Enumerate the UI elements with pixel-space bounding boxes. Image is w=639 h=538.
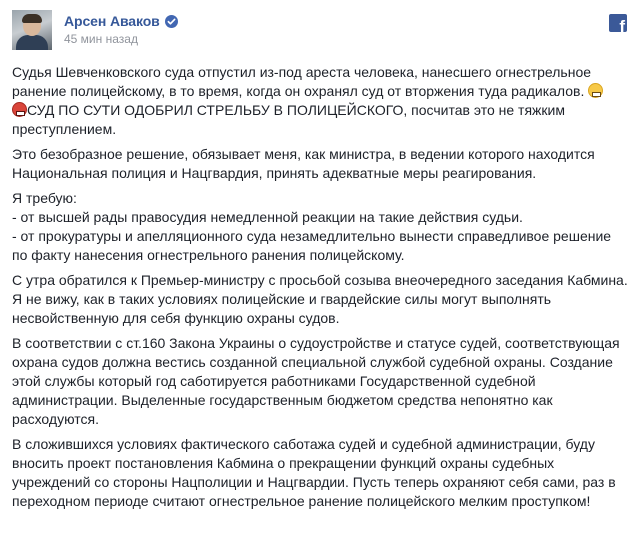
author-avatar[interactable] — [12, 10, 52, 50]
post-paragraph-5: В соответствии с ст.160 Закона Украины о судоустройстве и статусе судей, соответствующая охрана судов должна вестись созданной специальной службой судебной охраны. Создание этой службы который год саботируется работниками Государственной судебной администрации. Выделенные государственным бюджетом средства непонятно как расходуются. — [12, 335, 620, 427]
post-timestamp-link[interactable]: 45 мин назад — [64, 32, 138, 46]
paragraph-text: СУД ПО СУТИ ОДОБРИЛ СТРЕЛЬБУ В ПОЛИЦЕЙСКОГО, посчитав это не тяжким преступлением. — [12, 102, 565, 137]
post-paragraph-1 — [12, 63, 630, 139]
author-name-row — [64, 12, 178, 30]
post-paragraph-2: Это безобразное решение, обязывает меня, как министра, в ведении которого находится Национальная полиция и Нацгвардия, принять адекватные меры реагирования. — [12, 146, 595, 181]
author-name-link[interactable]: Арсен Аваков — [64, 13, 160, 29]
post-header — [12, 10, 627, 50]
angry-face-emoji-icon — [12, 102, 27, 117]
grimacing-face-emoji-icon — [588, 83, 603, 98]
post-paragraph-4: С утра обратился к Премьер-министру с просьбой созыва внеочередного заседания Кабмина. Я не вижу, как в таких условиях полицейские и гвардейские силы могут выполнять несвойственную для себя функцию охраны судов. — [12, 272, 628, 326]
paragraph-text: Судья Шевченковского суда отпустил из-под ареста человека, нанесшего огнестрельное ранение полицейскому, в то время, когда он охранял суд от вторжения туда радикалов. — [12, 64, 592, 99]
post-paragraph-6: В сложившихся условиях фактического саботажа судей и судебной администрации, буду вносить проект постановления Кабмина о прекращении функций охраны судебных учреждений со стороны Нацполиции и Нацгвардии. Пусть теперь охраняют себя сами, раз в переходном периоде считают огнестрельное ранение полицейского мелким проступком! — [12, 436, 616, 509]
post-body — [12, 63, 630, 517]
verified-badge-icon — [165, 15, 178, 28]
post-paragraph-3: Я требую: - от высшей рады правосудия немедленной реакции на такие действия судьи. - от прокуратуры и апелляционного суда незамедлительно вынести справедливое решение по факту нанесения огнестрельного ранения полицейскому. — [12, 190, 612, 263]
facebook-icon[interactable]: f — [609, 14, 627, 32]
